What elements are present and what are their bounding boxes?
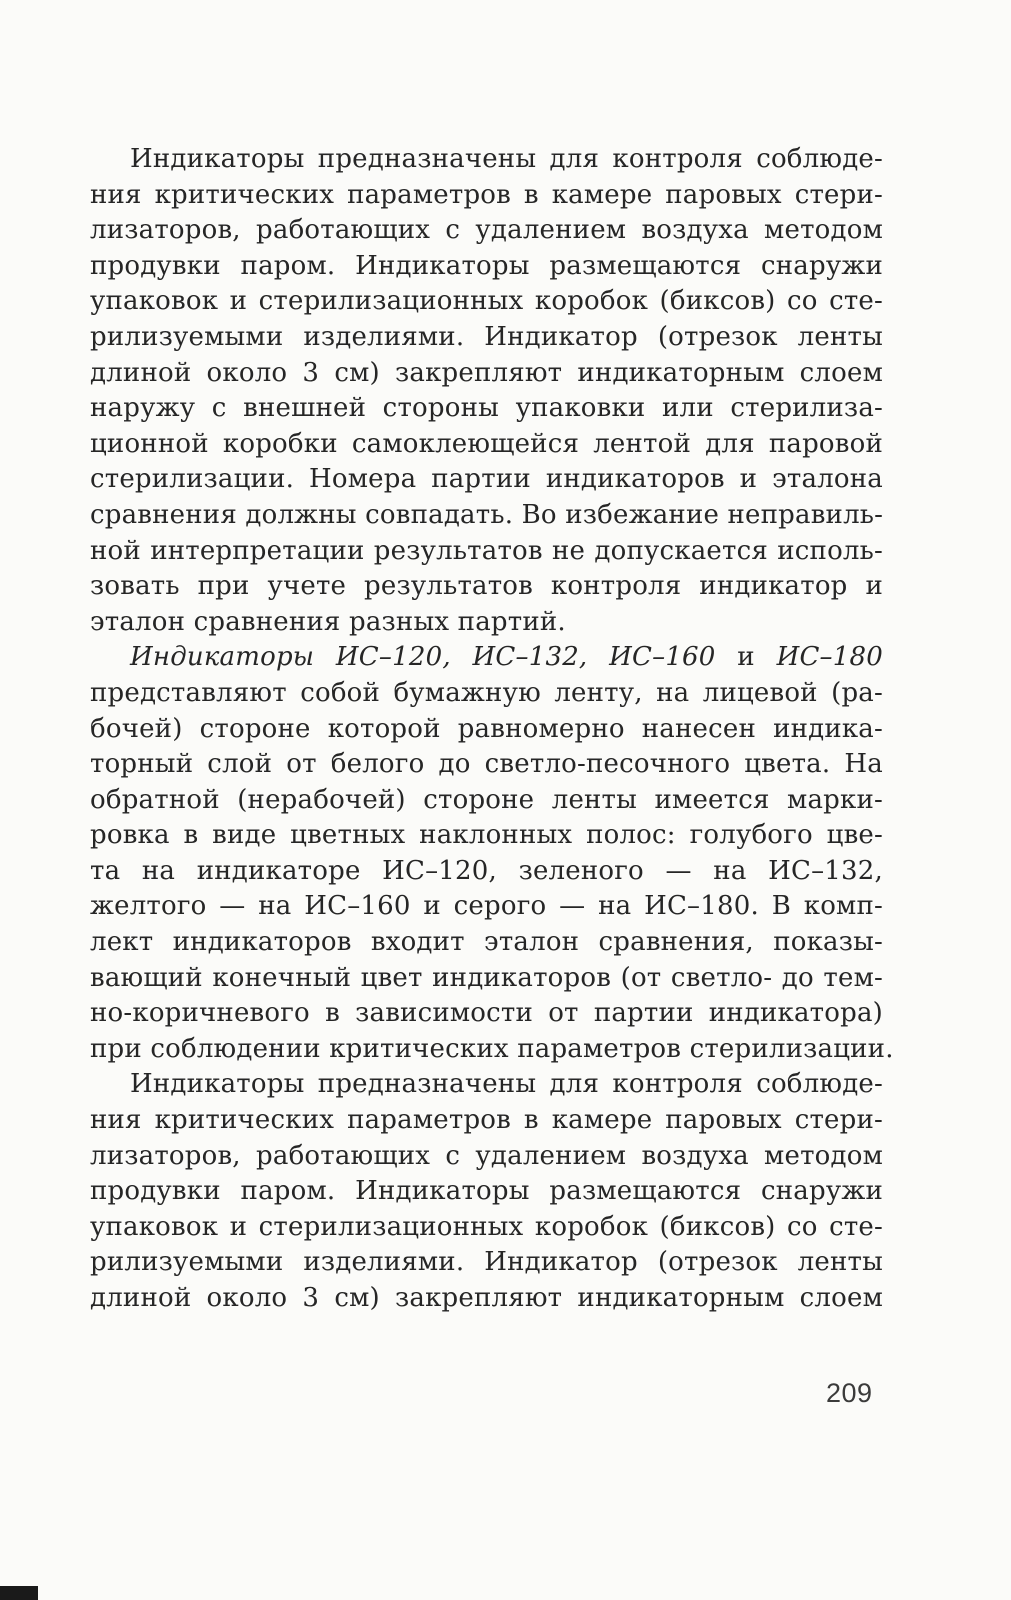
paragraph-1 [90,142,883,640]
text-line: стерилизации. Номера партии индикаторов и эталона [90,464,883,495]
italic-indicator-name: ИС–180 [776,642,883,673]
text-line: Индикаторы предназначены для контроля соблюде- [130,1069,883,1100]
text-line: упаковок и стерилизационных коробок (биксов) со сте- [90,1211,883,1242]
text-line-with-italic [90,640,883,676]
text-line: бочей) стороне которой равномерно нанесен индика- [90,713,883,744]
text-line: Индикаторы предназначены для контроля соблюде- [130,144,883,174]
text-line: но-коричневого в зависимости от партии индикатора) [90,998,883,1029]
text-line: эталон сравнения разных партий. [90,606,566,637]
text-line: длиной около 3 см) закрепляют индикаторным слоем [90,1283,883,1313]
text-line: ния критических параметров в камере паровых стери- [90,1105,883,1136]
text-line: ной интерпретации результатов не допускается исполь- [90,535,883,566]
text-line: наружу с внешней стороны упаковки или стерилиза- [90,393,883,424]
scan-edge-mark [0,1586,38,1600]
page-number: 209 [826,1378,873,1408]
text-line: рилизуемыми изделиями. Индикатор (отрезок ленты [90,321,883,352]
text-line: лект индикаторов входит эталон сравнения, показы- [90,927,883,958]
text-line: ционной коробки самоклеющейся лентой для паровой [90,428,883,459]
text-line: ния критических параметров в камере паровых стери- [90,179,883,210]
text-line: представляют собой бумажную ленту, на лицевой (ра- [90,677,883,708]
text-line: длиной около 3 см) закрепляют индикаторным слоем [90,357,883,388]
paragraph-2 [90,640,894,1067]
italic-indicator-names: Индикаторы ИС–120, ИС–132, ИС–160 [130,642,716,673]
text-line: продувки паром. Индикаторы размещаются снаружи [90,1176,883,1207]
text-line: торный слой от белого до светло-песочного цвета. На [90,749,883,780]
text-line: желтого — на ИС–160 и серого — на ИС–180. В комп- [90,891,883,922]
text-line: рилизуемыми изделиями. Индикатор (отрезок ленты [90,1247,883,1278]
text-line: сравнения должны совпадать. Во избежание неправиль- [90,499,884,530]
text-line: обратной (нерабочей) стороне ленты имеется марки- [90,784,883,815]
conjunction: и [715,642,777,673]
text-line: при соблюдении критических параметров стерилизации. [90,1033,894,1064]
text-line: лизаторов, работающих с удалением воздуха методом [90,1140,883,1171]
page-body [90,142,894,1317]
text-line: лизаторов, работающих с удалением воздуха методом [90,215,883,246]
text-line: та на индикаторе ИС–120, зеленого — на ИС–132, [90,855,883,886]
text-line: ровка в виде цветных наклонных полос: голубого цве- [90,820,883,851]
text-line: вающий конечный цвет индикаторов (от светло- до тем- [90,962,883,993]
paragraph-3 [90,1067,883,1316]
text-line: продувки паром. Индикаторы размещаются снаружи [90,250,883,281]
text-line: зовать при учете результатов контроля индикатор и [90,571,883,602]
text-line: упаковок и стерилизационных коробок (биксов) со сте- [90,286,883,317]
